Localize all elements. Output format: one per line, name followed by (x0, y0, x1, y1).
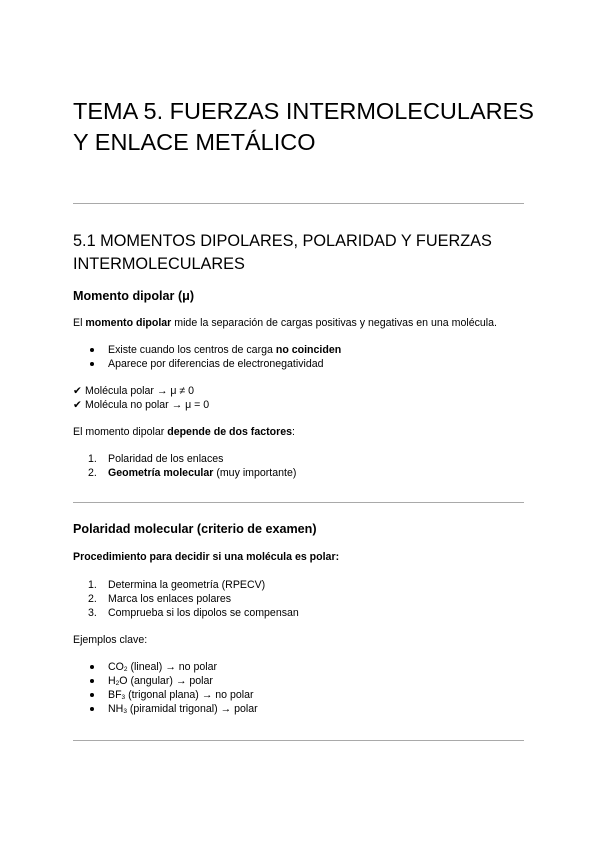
divider (73, 203, 524, 204)
check-icon: ✔ (73, 385, 82, 397)
divider (73, 740, 524, 741)
factors-intro: El momento dipolar depende de dos factores: (73, 426, 295, 438)
list-item: 2. Marca los enlaces polares (88, 593, 232, 605)
bullet-icon (90, 707, 94, 711)
list-item: $CO_2$ (lineal) → no polar (73, 660, 523, 674)
list-item: 1. Determina la geometría (RPECV) (88, 579, 266, 591)
bullet-icon (90, 693, 94, 697)
list-item: Existe cuando los centros de carga no coinciden (73, 343, 523, 357)
procedure-title: Procedimiento para decidir si una molécula es polar: (73, 551, 340, 563)
list-item: $BF_3$ (trigonal plana) → no polar (73, 688, 523, 702)
bullet-icon (90, 665, 94, 669)
list-item: 2. Geometría molecular (muy importante) (88, 467, 297, 479)
list-item: 1. Polaridad de los enlaces (88, 453, 224, 465)
list-item: Aparece por diferencias de electronegatividad (73, 357, 523, 371)
polarity-heading: Polaridad molecular (criterio de examen) (73, 522, 317, 536)
examples-label: Ejemplos clave: (73, 634, 148, 646)
bullet-icon (90, 679, 94, 683)
document-title: TEMA 5. FUERZAS INTERMOLECULARES Y ENLACE METÁLICO (73, 98, 534, 155)
section-heading: 5.1 MOMENTOS DIPOLARES, POLARIDAD Y FUERZAS INTERMOLECULARES (73, 232, 492, 273)
dipole-heading: Momento dipolar (μ) (73, 289, 195, 303)
bullet-icon (90, 348, 94, 352)
check-icon: ✔ (73, 399, 82, 411)
dipole-intro: El momento dipolar mide la separación de cargas positivas y negativas en una molécula. (73, 317, 497, 329)
check-line: ✔ Molécula polar → μ ≠ 0 (73, 385, 195, 397)
list-item: 3. Comprueba si los dipolos se compensan (88, 607, 299, 619)
list-item: $NH_3$ (piramidal trigonal) → polar (73, 702, 523, 716)
check-line: ✔ Molécula no polar → μ = 0 (73, 399, 210, 411)
list-item: $H_2O$ (angular) → polar (73, 674, 523, 688)
divider (73, 502, 524, 503)
bullet-icon (90, 362, 94, 366)
